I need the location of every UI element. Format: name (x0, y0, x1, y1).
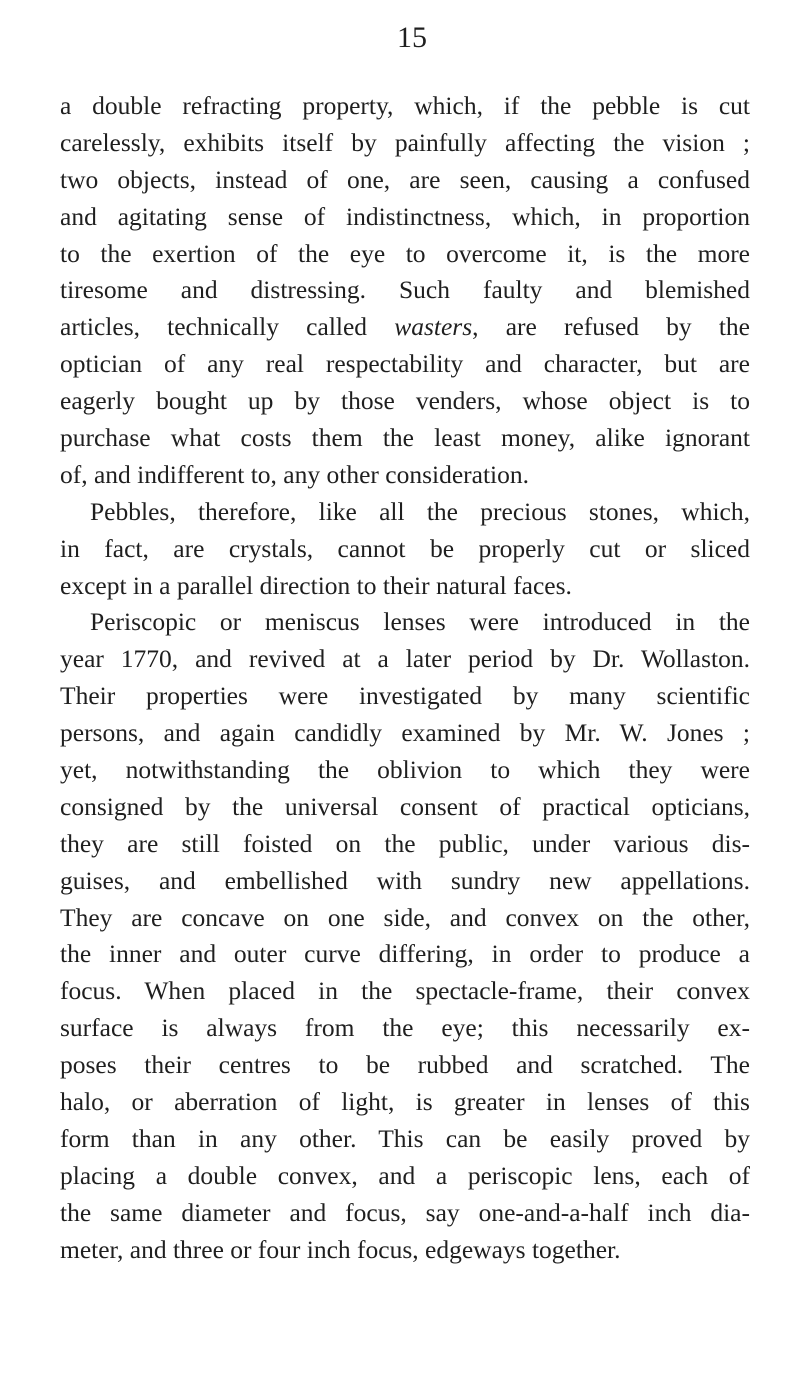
text-line: of, and indifferent to, any other consideration. (60, 459, 530, 489)
text-line: surface is always from the eye; this necessarily ex- (60, 1013, 750, 1043)
text-line: Their properties were investigated by many scientific (60, 681, 750, 711)
text-line: focus. When placed in the spectacle-frame, their convex (60, 976, 750, 1006)
text-line: guises, and embellished with sundry new appellations. (60, 865, 750, 895)
book-page (60, 18, 750, 1269)
text-line: carelessly, exhibits itself by painfully affecting the vision ; (60, 127, 750, 157)
text-line: tiresome and distressing. Such faulty and blemished (60, 275, 750, 305)
body-text (60, 88, 750, 1269)
text-line: to the exertion of the eye to overcome it, is the more (60, 238, 750, 268)
text-line: year 1770, and revived at a later period by Dr. Wollaston. (60, 644, 750, 674)
text-line: halo, or aberration of light, is greater in lenses of this (60, 1087, 750, 1117)
paragraph-start: Periscopic or meniscus lenses were introduced in the (90, 607, 750, 637)
text-line: a double refracting property, which, if the pebble is cut (60, 91, 750, 120)
text-line: the inner and outer curve differing, in order to produce a (60, 939, 750, 969)
text-line: meter, and three or four inch focus, edgeways together. (60, 1234, 621, 1264)
paragraph-start: Pebbles, therefore, like all the precious stones, which, (90, 496, 750, 526)
text-line: persons, and again candidly examined by Mr. W. Jones ; (60, 718, 750, 748)
text-line: purchase what costs them the least money, alike ignorant (60, 423, 750, 453)
text-line: poses their centres to be rubbed and scratched. The (60, 1050, 750, 1080)
text-line: They are concave on one side, and convex on the other, (60, 902, 750, 932)
text-line (60, 309, 750, 346)
text-line: form than in any other. This can be easily proved by (60, 1123, 750, 1153)
text-line: they are still foisted on the public, under various dis- (60, 828, 750, 858)
text-line: yet, notwithstanding the oblivion to which they were (60, 755, 750, 785)
text-segment: , are refused by the (472, 312, 750, 342)
text-line: consigned by the universal consent of practical opticians, (60, 791, 750, 821)
text-line: except in a parallel direction to their natural faces. (60, 570, 572, 600)
text-line: and agitating sense of indistinctness, which, in proportion (60, 201, 750, 231)
page-number: 15 (397, 21, 427, 54)
emphasis-wasters: wasters (394, 312, 473, 342)
text-line: placing a double convex, and a periscopic lens, each of (60, 1160, 750, 1190)
text-line: the same diameter and focus, say one-and-a-half inch dia- (60, 1197, 750, 1227)
text-line: two objects, instead of one, are seen, causing a confused (60, 164, 750, 194)
text-line: in fact, are crystals, cannot be properly cut or sliced (60, 533, 750, 563)
text-line: optician of any real respectability and character, but are (60, 349, 750, 379)
text-segment: articles, technically called (60, 312, 395, 342)
text-line: eagerly bought up by those venders, whose object is to (60, 386, 750, 416)
